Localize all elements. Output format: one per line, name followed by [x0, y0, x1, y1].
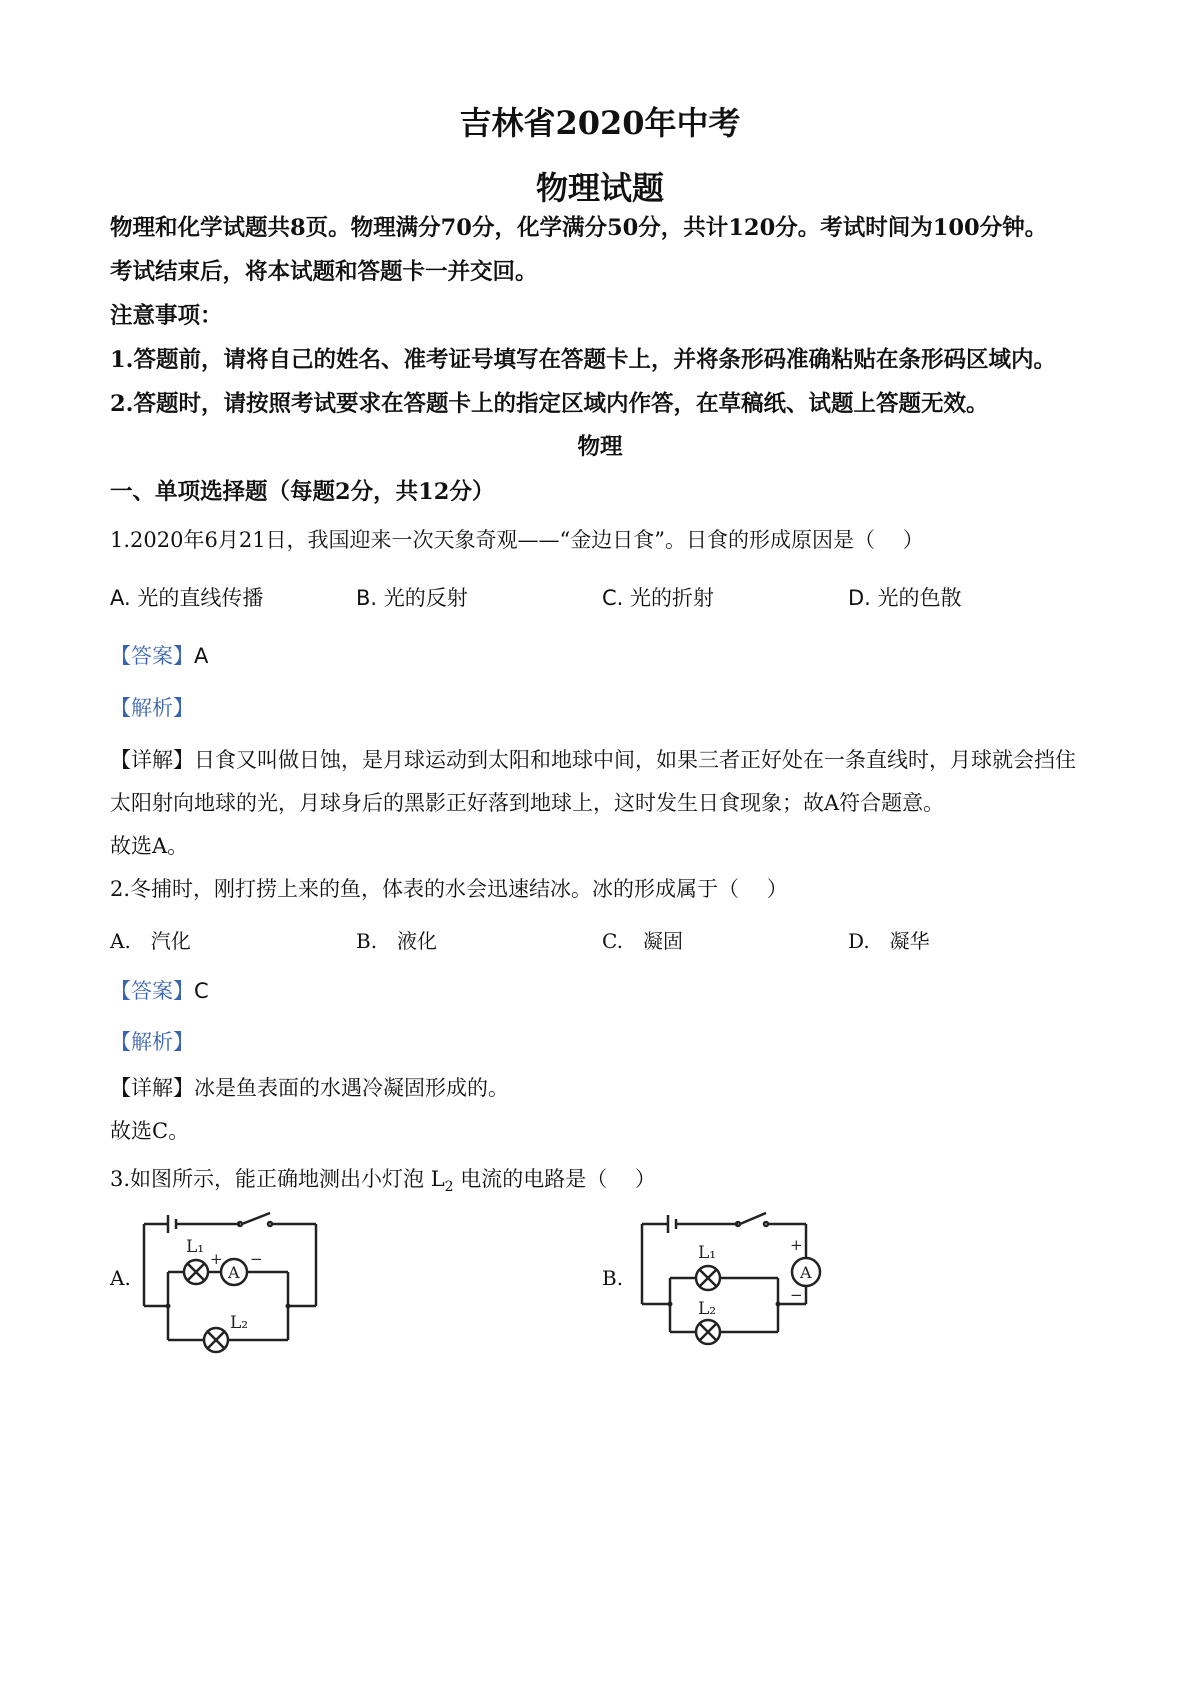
notice-title: 注意事项：: [110, 303, 223, 329]
q2-option-c: C. 凝固: [602, 929, 683, 953]
q3-stem-subscript: 2: [444, 1179, 454, 1195]
q1-conclusion: 故选A。: [110, 834, 189, 858]
ammeter-label: A: [228, 1263, 240, 1282]
q1-answer-line: [110, 640, 208, 670]
notice-item-2: 2.答题时，请按照考试要求在答题卡上的指定区域内作答，在草稿纸、试题上答题无效。: [110, 391, 989, 417]
q1-detail-2: 太阳射向地球的光，月球身后的黑影正好落到地球上，这时发生日食现象；故A符合题意。: [110, 791, 945, 815]
q1-detail-1: 【详解】日食又叫做日蚀，是月球运动到太阳和地球中间，如果三者正好处在一条直线时，月球就会挡住: [110, 748, 1076, 772]
q1-analysis-tag: 【解析】: [110, 696, 194, 720]
q1-option-a: A. 光的直线传播: [110, 586, 264, 610]
subject-heading: 物理: [577, 434, 623, 460]
q1-stem: 1.2020年6月21日，我国迎来一次天象奇观——“金边日食”。日食的形成原因是（ ）: [110, 528, 924, 552]
answer-tag: 【答案】: [110, 979, 194, 1003]
q2-conclusion: 故选C。: [110, 1119, 190, 1143]
switch-blade: [740, 1213, 766, 1224]
q2-option-b: B. 液化: [356, 929, 438, 953]
ammeter-plus-label: +: [790, 1236, 803, 1254]
notice-item-1: 1.答题前，请将自己的姓名、准考证号填写在答题卡上，并将条形码准确粘贴在条形码区域内。: [110, 347, 1056, 373]
lamp-l2-label: L₂: [230, 1313, 249, 1333]
ammeter-minus-label: −: [790, 1286, 803, 1304]
q1-option-b: B. 光的反射: [356, 586, 468, 610]
q3-stem-tail: 电流的电路是（ ）: [453, 1167, 656, 1191]
q3-option-b-label: B.: [602, 1266, 624, 1290]
q2-detail: 【详解】冰是鱼表面的水遇冷凝固形成的。: [110, 1076, 509, 1100]
q3-stem-text: 3.如图所示，能正确地测出小灯泡 L: [110, 1167, 445, 1191]
q2-option-a: A. 汽化: [110, 929, 191, 953]
circuit-diagram-b: [638, 1208, 838, 1368]
q1-option-c: C. 光的折射: [602, 586, 715, 610]
ammeter-label: A: [800, 1263, 812, 1282]
q2-analysis-tag: 【解析】: [110, 1030, 194, 1054]
q2-stem: 2.冬捕时，刚打捞上来的鱼，体表的水会迅速结冰。冰的形成属于（ ）: [110, 877, 788, 901]
lamp-l2-label: L₂: [698, 1299, 717, 1319]
lamp-l1-label: L₁: [186, 1237, 205, 1257]
answer-tag: 【答案】: [110, 644, 194, 668]
q3-option-a-label: A.: [110, 1266, 131, 1290]
exam-subtitle: 物理试题: [535, 169, 664, 207]
section-heading: 一、单项选择题（每题2分，共12分）: [110, 479, 495, 505]
q1-answer: A: [194, 644, 209, 668]
intro-line-2: 考试结束后，将本试题和答题卡一并交回。: [110, 259, 538, 285]
circuit-diagram-a: [140, 1212, 340, 1372]
q2-answer: C: [194, 979, 209, 1003]
intro-line-1: 物理和化学试题共8页。物理满分70分，化学满分50分，共计120分。考试时间为100分钟。: [110, 215, 1048, 241]
q2-answer-line: [110, 975, 209, 1005]
q1-option-d: D. 光的色散: [848, 586, 962, 610]
ammeter-minus-label: −: [250, 1250, 263, 1268]
exam-title: 吉林省2020年中考: [459, 104, 741, 142]
switch-blade: [242, 1213, 270, 1224]
q3-stem: [110, 1163, 656, 1195]
lamp-l1-label: L₁: [698, 1243, 717, 1263]
ammeter-plus-label: +: [210, 1250, 223, 1268]
q2-option-d: D. 凝华: [848, 929, 930, 953]
